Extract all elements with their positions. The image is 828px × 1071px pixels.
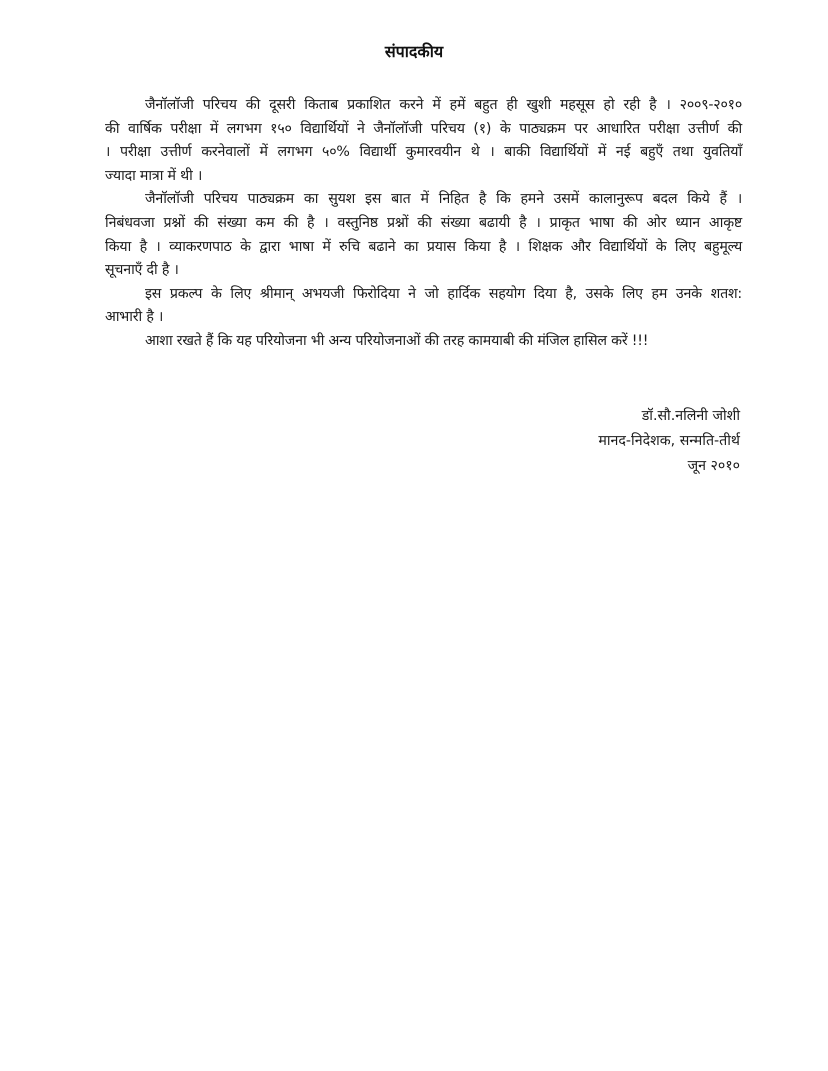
paragraph-2-line-4: सूचनाएँ दी है । xyxy=(105,262,179,279)
signature-name: डॉ.सौ.नलिनी जोशी xyxy=(641,408,740,424)
editorial-body xyxy=(105,94,742,354)
paragraph-2-line-2: निबंधवजा प्रश्नों की संख्या कम की है । वस्तुनिष्ठ प्रश्नों की संख्या बढायी है । प्राकृत भाषा की ओर ध्यान आकृष्ट xyxy=(105,214,742,231)
paragraph-1-line-3: । परीक्षा उत्तीर्ण करनेवालों में लगभग ५०% विद्यार्थी कुमारवयीन थे । बाकी विद्यार्थियों में नई बहुएँ तथा युवतियाँ xyxy=(105,144,742,161)
paragraph-1-line-4: ज्यादा मात्रा में थी । xyxy=(105,167,203,184)
signature-designation: मानद-निदेशक, सन्मति-तीर्थ xyxy=(598,433,740,449)
paragraph-4-line-1: आशा रखते हैं कि यह परियोजना भी अन्य परियोजनाओं की तरह कामयाबी की मंजिल हासिल करें !!! xyxy=(145,332,649,349)
page-title: संपादकीय xyxy=(384,42,444,61)
paragraph-2-line-1: जैनॉलॉजी परिचय पाठ्यक्रम का सुयश इस बात में निहित है कि हमने उसमें कालानुरूप बदल किये हैं । xyxy=(145,191,742,208)
paragraph-1-line-2: की वार्षिक परीक्षा में लगभग १५० विद्यार्थियों ने जैनॉलॉजी परिचय (१) के पाठ्यक्रम पर आधारित परीक्षा उत्तीर्ण की xyxy=(105,120,742,137)
signature-date: जून २०१० xyxy=(687,458,740,474)
signature-block xyxy=(598,404,740,479)
paragraph-3-line-1: इस प्रकल्प के लिए श्रीमान् अभयजी फिरोदिया ने जो हार्दिक सहयोग दिया है, उसके लिए हम उनके शतश: xyxy=(145,285,742,302)
paragraph-3-line-2: आभारी है । xyxy=(105,309,164,326)
paragraph-1-line-1: जैनॉलॉजी परिचय की दूसरी किताब प्रकाशित करने में हमें बहुत ही खुशी महसूस हो रही है । २००९-२०१० xyxy=(145,97,742,113)
paragraph-2-line-3: किया है । व्याकरणपाठ के द्वारा भाषा में रुचि बढाने का प्रयास किया है । शिक्षक और विद्यार्थियों के लिए बहुमूल्य xyxy=(105,238,742,255)
